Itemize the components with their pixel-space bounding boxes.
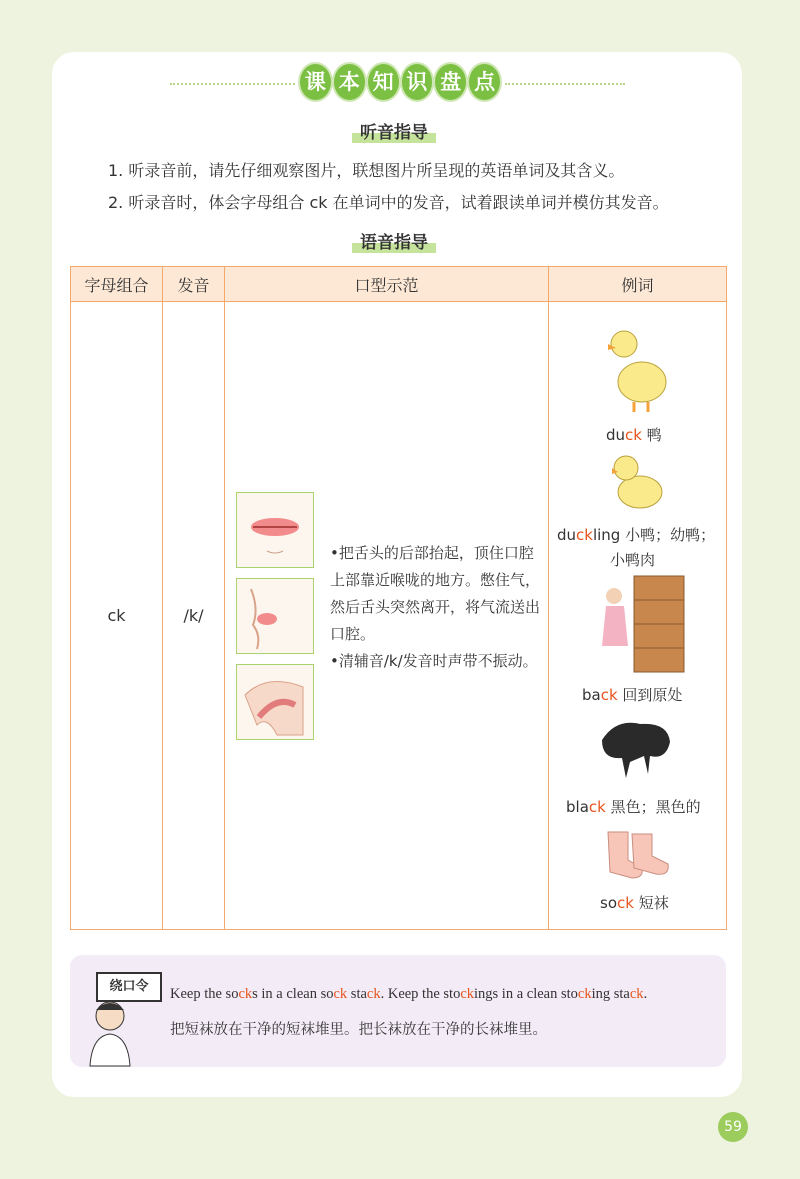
header-char: 识 [402, 64, 433, 100]
highlight-text: ck [460, 986, 475, 1002]
column-header: 口型示范 [225, 267, 549, 302]
section-header [300, 64, 500, 104]
header-char: 课 [300, 64, 331, 100]
description-line: •清辅音/k/发音时声带不振动。 [330, 652, 538, 670]
duckling-icon [600, 448, 670, 518]
sound: /k/ [163, 302, 225, 930]
boy-icon [80, 996, 140, 1068]
word-duck: duck 鸭 [606, 426, 662, 444]
header-char: 盘 [435, 64, 466, 100]
description-line: •把舌头的后部抬起，顶住口腔上部靠近喉咙的地方。憋住气，然后舌头突然离开，将气流送出口腔。 [330, 544, 541, 643]
tongue-twister-chinese: 把短袜放在干净的短袜堆里。把长袜放在干净的长袜堆里。 [170, 1022, 547, 1038]
column-header: 发音 [163, 267, 225, 302]
tongue-twister-badge: 绕口令 [96, 972, 162, 1002]
text-segment: Keep the so [170, 986, 239, 1002]
highlight-text: ck [238, 986, 253, 1002]
header-char: 本 [334, 64, 365, 100]
letter-combination: ck [71, 302, 163, 930]
text-segment: . Keep the sto [380, 986, 461, 1002]
duck-icon [600, 320, 670, 415]
black-ink-icon [596, 716, 676, 780]
back-icon [598, 574, 688, 674]
tongue-twister-english [170, 986, 647, 1003]
lips-image [236, 492, 314, 568]
pronunciation-guide-title: 语音指导 [352, 228, 436, 253]
word-black: black 黑色；黑色的 [566, 798, 701, 816]
header-char: 知 [368, 64, 399, 100]
text-segment: . [643, 986, 648, 1002]
word-duckling: duckling 小鸭；幼鸭； [557, 526, 716, 544]
header-divider-left [170, 83, 295, 85]
text-segment: s in a clean so [252, 986, 334, 1002]
tongue-cross-section-image [236, 664, 314, 740]
socks-icon [598, 826, 674, 882]
word-sock: sock 短袜 [600, 894, 669, 912]
highlight-text: ck [629, 986, 644, 1002]
word-back: back 回到原处 [582, 686, 683, 704]
text-segment: sta [347, 986, 367, 1002]
instruction-1: 1. 听录音前，请先仔细观察图片，联想图片所呈现的英语单词及其含义。 [108, 161, 625, 180]
header-divider-right [505, 83, 625, 85]
highlight-text: ck [366, 986, 381, 1002]
highlight-text: ck [333, 986, 348, 1002]
text-segment: ing sta [591, 986, 630, 1002]
tongue-twister-box [70, 955, 726, 1067]
pronunciation-description [330, 540, 542, 675]
side-mouth-image [236, 578, 314, 654]
highlight-text: ck [577, 986, 592, 1002]
page-number: 59 [718, 1112, 748, 1142]
text-segment: ings in a clean sto [474, 986, 578, 1002]
listen-guide-title: 听音指导 [352, 118, 436, 143]
header-char: 点 [469, 64, 500, 100]
instruction-2: 2. 听录音时，体会字母组合 ck 在单词中的发音，试着跟读单词并模仿其发音。 [108, 193, 669, 212]
column-header: 字母组合 [71, 267, 163, 302]
word-duckling-meaning: 小鸭肉 [610, 551, 656, 569]
column-header: 例词 [549, 267, 727, 302]
